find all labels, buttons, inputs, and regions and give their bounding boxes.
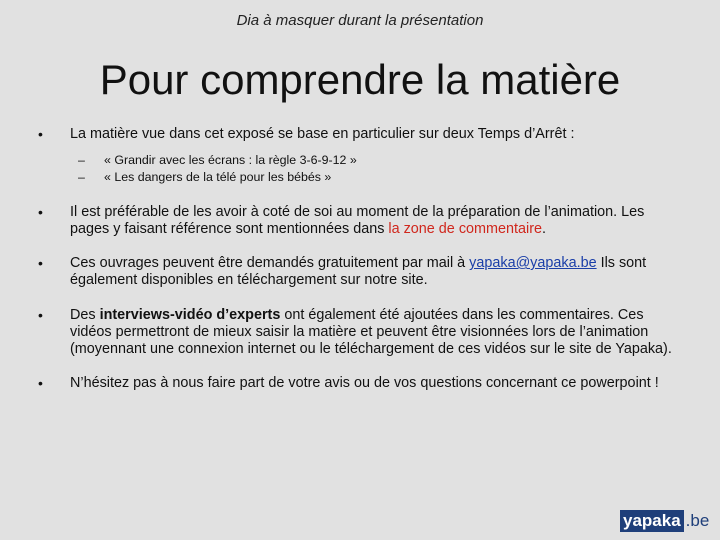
bullet-icon: • — [38, 255, 43, 271]
bullet-text-end: ont également été ajoutées dans les commentaires. Ces vidéos permettront de mieux saisir la matière et peuvent être visionnées lors de l’animation (moyennant une connexion internet ou le téléchargement de ces vidéos sur le site de Yapaka). — [70, 307, 672, 357]
bullet-icon: • — [38, 126, 43, 142]
sub-bullet-item-1 — [38, 152, 678, 169]
bullet-text: Ces ouvrages peuvent être demandés gratuitement par mail à — [70, 255, 470, 271]
bullet-text: N’hésitez pas à nous faire part de votre avis ou de vos questions concernant ce powerpoint ! — [70, 375, 659, 391]
bullet-item-1 — [38, 126, 678, 143]
bullet-item-5 — [38, 375, 678, 392]
comment-zone-highlight: la zone de commentaire — [388, 221, 542, 237]
dash-icon: – — [78, 153, 85, 167]
bullet-text-end: . — [542, 221, 546, 237]
bullet-text: La matière vue dans cet exposé se base en particulier sur deux Temps d’Arrêt : — [70, 126, 575, 142]
logo-tld: .be — [685, 511, 710, 530]
bullet-item-3 — [38, 255, 678, 289]
bullet-icon: • — [38, 204, 43, 220]
sub-bullet-text: « Les dangers de la télé pour les bébés » — [104, 170, 332, 184]
bullet-text: Il est préférable de les avoir à coté de soi au moment de la préparation de l’animation. Les pages y faisant référence sont mentionnées dans — [70, 204, 645, 237]
bullet-item-4 — [38, 307, 678, 358]
bullet-icon: • — [38, 307, 43, 323]
slide-content — [38, 126, 678, 392]
experts-interviews-label: interviews-vidéo d’experts — [99, 307, 281, 323]
slide-title: Pour comprendre la matière — [99, 56, 621, 103]
dash-icon: – — [78, 170, 85, 184]
bullet-icon: • — [38, 375, 43, 391]
bullet-text: Des — [70, 307, 100, 323]
yapaka-logo — [620, 510, 710, 532]
email-link[interactable]: yapaka@yapaka.be — [469, 255, 597, 271]
presenter-note: Dia à masquer durant la présentation — [236, 12, 484, 29]
bullet-item-2 — [38, 204, 678, 238]
bullet-text-end: Ils sont également disponibles en téléchargement sur notre site. — [70, 255, 647, 288]
sub-bullet-item-2 — [38, 169, 678, 186]
logo-name: yapaka — [620, 510, 684, 532]
sub-bullet-text: « Grandir avec les écrans : la règle 3-6-9-12 » — [104, 153, 357, 167]
